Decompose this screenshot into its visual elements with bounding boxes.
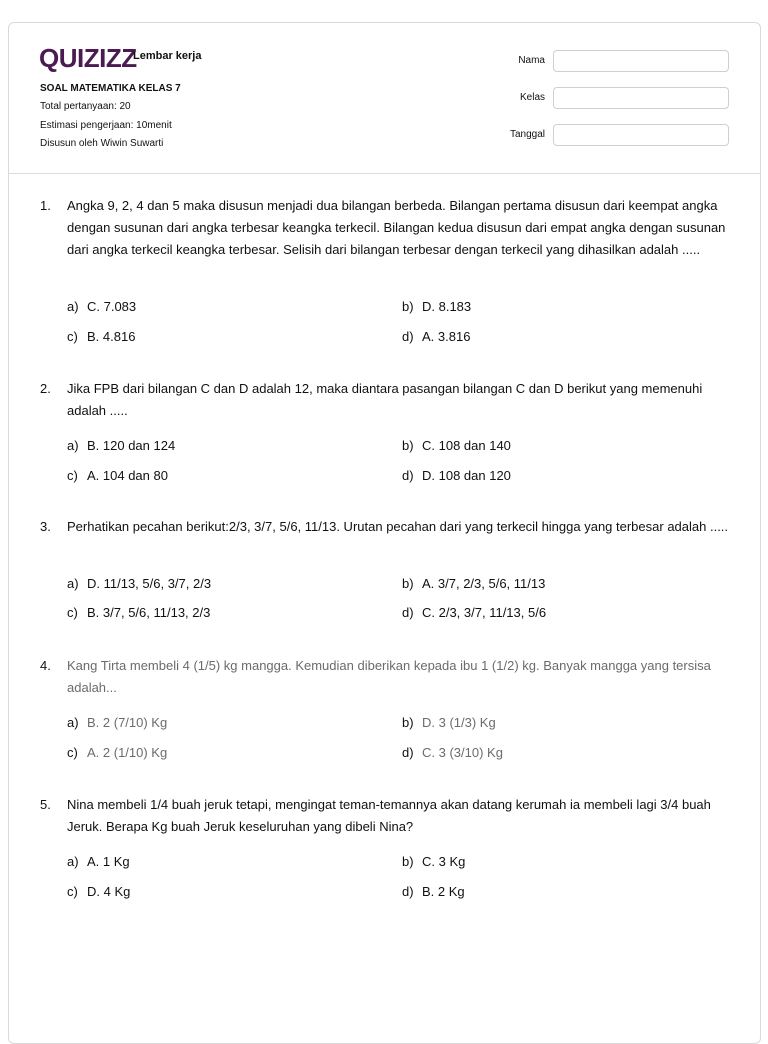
- option-a[interactable]: a) B. 120 dan 124: [67, 438, 176, 453]
- name-label: Nama: [518, 55, 545, 66]
- option-d[interactable]: d) C. 3 (3/10) Kg: [402, 745, 503, 760]
- option-d[interactable]: d) A. 3.816: [402, 329, 471, 344]
- estimated-time: Estimasi pengerjaan: 10menit: [40, 120, 172, 131]
- question-number: 5.: [40, 797, 51, 812]
- option-b[interactable]: b) D. 3 (1/3) Kg: [402, 715, 496, 730]
- class-field[interactable]: [553, 87, 729, 109]
- question-text: Angka 9, 2, 4 dan 5 maka disusun menjadi dua bilangan berbeda. Bilangan pertama disusun dari keempat angka dengan susunan dari angka terbesar keangka terkecil. Bilangan kedua disusun dari empat angka dengan susunan dari angka terkecil keangka terbesar. Selisih dari bilangan terbesar dengan terkecil yang dihasilkan adalah .....: [67, 198, 726, 257]
- quiz-title: SOAL MATEMATIKA KELAS 7: [40, 83, 181, 94]
- option-d[interactable]: d) C. 2/3, 3/7, 11/13, 5/6: [402, 605, 547, 620]
- option-a[interactable]: a) D. 11/13, 5/6, 3/7, 2/3: [67, 576, 212, 591]
- total-questions: Total pertanyaan: 20: [40, 101, 131, 112]
- name-field[interactable]: [553, 50, 729, 72]
- worksheet: [8, 22, 761, 1044]
- class-label: Kelas: [519, 92, 545, 103]
- option-c[interactable]: c) A. 2 (1/10) Kg: [67, 745, 168, 760]
- question-number: 4.: [40, 658, 51, 673]
- question-text: Perhatikan pecahan berikut:2/3, 3/7, 5/6, 11/13. Urutan pecahan dari yang terkecil hingga yang terbesar adalah .....: [67, 519, 729, 534]
- option-a[interactable]: a) C. 7.083: [67, 299, 137, 314]
- author: Disusun oleh Wiwin Suwarti: [40, 138, 164, 149]
- option-b[interactable]: b) C. 3 Kg: [402, 854, 466, 869]
- question-text: Jika FPB dari bilangan C dan D adalah 12, maka diantara pasangan bilangan C dan D berikut yang memenuhi adalah .....: [67, 381, 703, 418]
- option-a[interactable]: a) B. 2 (7/10) Kg: [67, 715, 168, 730]
- question-text: Kang Tirta membeli 4 (1/5) kg mangga. Kemudian diberikan kepada ibu 1 (1/2) kg. Banyak mangga yang tersisa adalah...: [67, 658, 711, 695]
- option-d[interactable]: d) D. 108 dan 120: [402, 468, 511, 483]
- date-field[interactable]: [553, 124, 729, 146]
- question-number: 1.: [40, 198, 51, 213]
- option-c[interactable]: c) A. 104 dan 80: [67, 468, 168, 483]
- option-c[interactable]: c) B. 4.816: [67, 329, 136, 344]
- option-c[interactable]: c) B. 3/7, 5/6, 11/13, 2/3: [67, 605, 211, 620]
- date-label: Tanggal: [509, 129, 545, 140]
- option-b[interactable]: b) A. 3/7, 2/3, 5/6, 11/13: [402, 576, 546, 591]
- question-text: Nina membeli 1/4 buah jeruk tetapi, mengingat teman-temannya akan datang kerumah ia membeli lagi 3/4 buah Jeruk. Berapa Kg buah Jeruk keseluruhan yang dibeli Nina?: [67, 797, 711, 834]
- quizizz-logo: QUIZIZZ: [39, 43, 137, 73]
- worksheet-header: [9, 23, 760, 174]
- option-b[interactable]: b) D. 8.183: [402, 299, 472, 314]
- option-b[interactable]: b) C. 108 dan 140: [402, 438, 511, 453]
- option-d[interactable]: d) B. 2 Kg: [402, 884, 465, 899]
- option-c[interactable]: c) D. 4 Kg: [67, 884, 131, 899]
- worksheet-label: Lembar kerja: [133, 50, 202, 62]
- question-number: 2.: [40, 381, 51, 396]
- option-a[interactable]: a) A. 1 Kg: [67, 854, 130, 869]
- question-number: 3.: [40, 519, 51, 534]
